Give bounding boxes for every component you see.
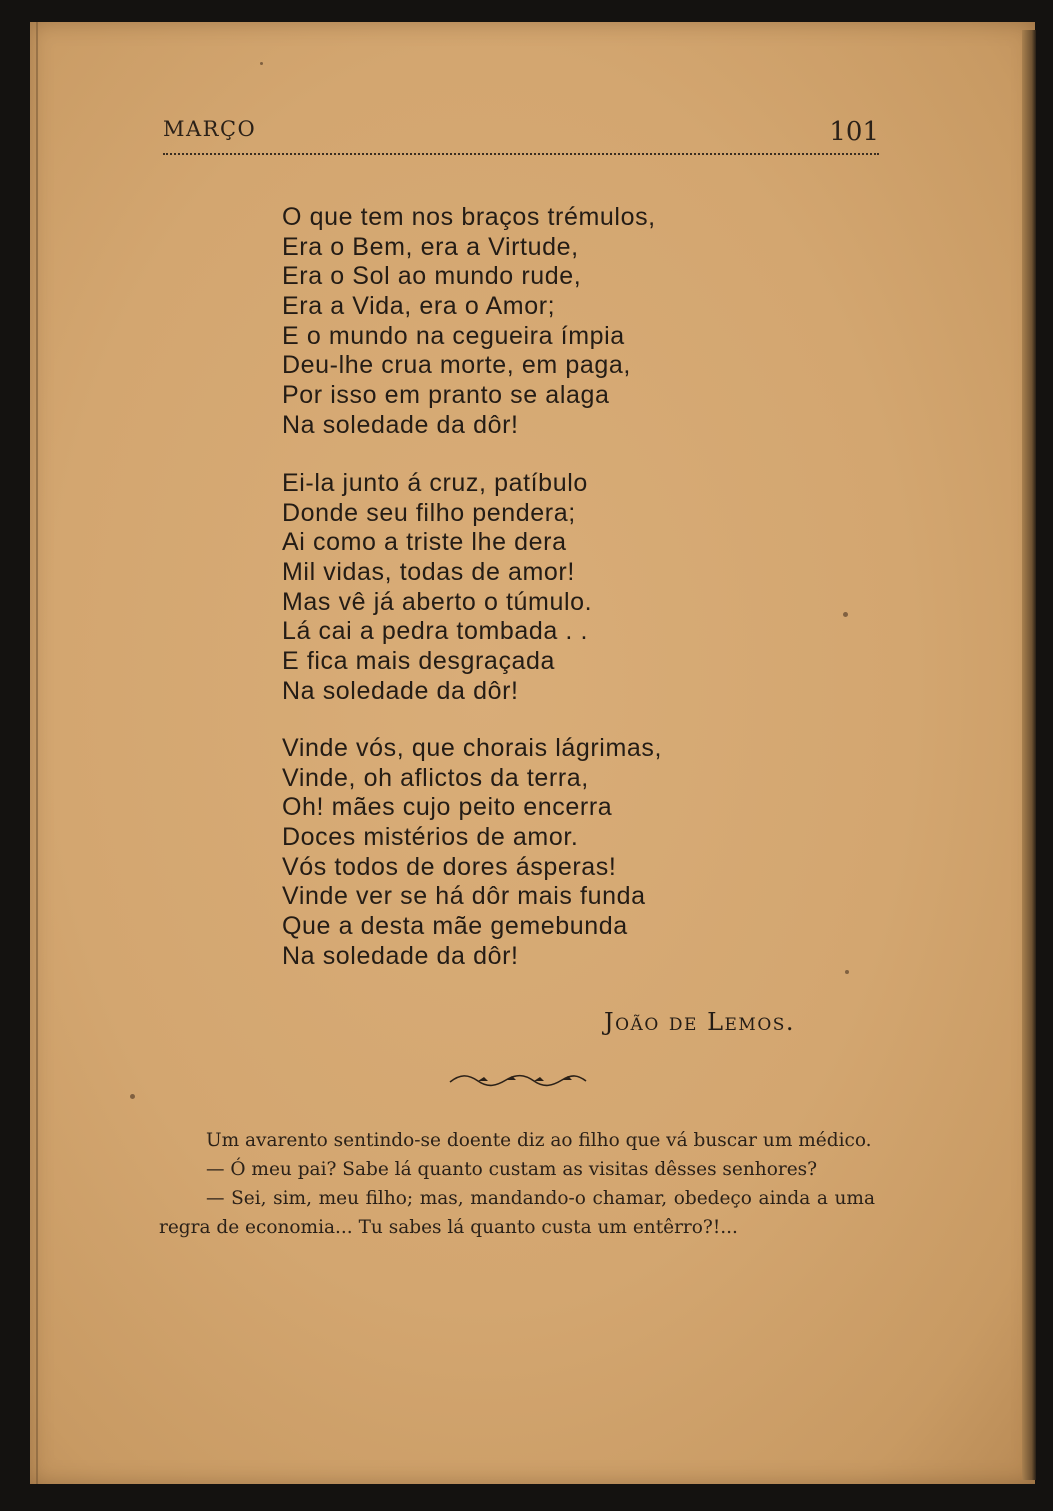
paper-speck xyxy=(130,1094,135,1099)
poem-stanza xyxy=(282,734,742,972)
poem-stanza xyxy=(282,469,742,707)
poem-line: E fica mais desgraçada xyxy=(282,647,556,676)
poem-line: Mas vê já aberto o túmulo. xyxy=(282,587,593,616)
poem-line: Doces mistérios de amor. xyxy=(282,823,579,852)
anecdote-paragraph: Um avarento sentindo-se doente diz ao filho que vá buscar um médico. xyxy=(206,1130,872,1151)
section-divider-ornament xyxy=(448,1072,588,1088)
poem-line: Vinde ver se há dôr mais funda xyxy=(282,882,646,911)
poem-line: Mil vidas, todas de amor! xyxy=(282,558,575,587)
poem-line: Deu-lhe crua morte, em paga, xyxy=(282,351,631,380)
poem-line: Vós todos de dores ásperas! xyxy=(282,852,617,881)
poem-line: Na soledade da dôr! xyxy=(282,676,519,705)
binding-edge xyxy=(36,22,38,1484)
anecdote-paragraph: — Ó meu pai? Sabe lá quanto custam as visitas dêsses senhores? xyxy=(206,1159,818,1180)
poem-line: Por isso em pranto se alaga xyxy=(282,381,610,410)
poem-line: Oh! mães cujo peito encerra xyxy=(282,793,613,822)
poem-line: E o mundo na cegueira ímpia xyxy=(282,321,625,350)
poem-line: Que a desta mãe gemebunda xyxy=(282,912,628,941)
header-dotted-rule xyxy=(163,153,879,155)
poem-line: Na soledade da dôr! xyxy=(282,941,519,970)
poem-line: Ei-la junto á cruz, patíbulo xyxy=(282,469,588,497)
paper-speck xyxy=(845,970,849,974)
paper-edge-shadow xyxy=(1022,30,1036,1480)
poem-line: Vinde vós, que chorais lágrimas, xyxy=(282,734,663,762)
poem-line: Lá cai a pedra tombada . . xyxy=(282,617,589,646)
running-title: MARÇO xyxy=(163,117,257,141)
poem-line: Ai como a triste lhe dera xyxy=(282,528,567,557)
poem-line: Era a Vida, era o Amor; xyxy=(282,292,556,321)
page-number: 101 xyxy=(829,117,879,147)
poem-line: Vinde, oh aflictos da terra, xyxy=(282,763,589,792)
poem-line: Era o Sol ao mundo rude, xyxy=(282,262,582,291)
poem-line: Era o Bem, era a Virtude, xyxy=(282,232,579,261)
poem-author: João de Lemos. xyxy=(604,1008,796,1036)
poem-stanza xyxy=(282,203,742,441)
poem-line: O que tem nos braços trémulos, xyxy=(282,203,656,231)
poem-line: Na soledade da dôr! xyxy=(282,410,519,439)
paper-speck xyxy=(260,62,263,65)
poem-line: Donde seu filho pendera; xyxy=(282,498,576,527)
paper-speck xyxy=(843,612,848,617)
anecdote-text xyxy=(159,1126,875,1242)
anecdote-paragraph: — Sei, sim, meu filho; mas, mandando-o chamar, obedeço ainda a uma regra de economia... Tu sabes lá quanto custa um entêrro?!... xyxy=(159,1188,875,1238)
